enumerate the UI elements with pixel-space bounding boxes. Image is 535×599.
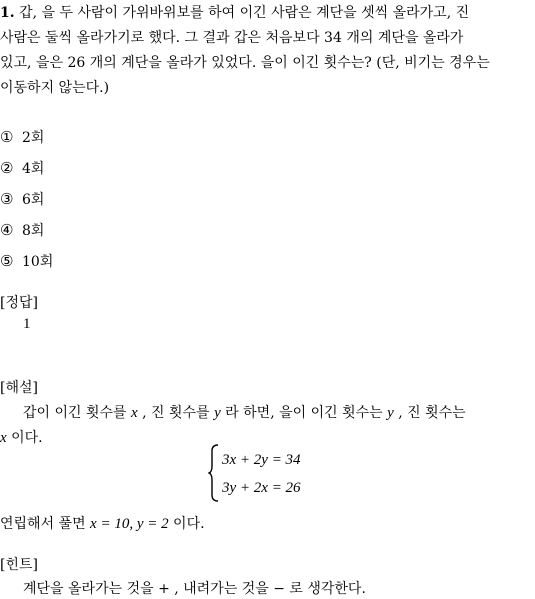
choice-marker: ② (0, 159, 14, 177)
question-line-2: 사람은 둘씩 올라가기로 했다. 그 결과 갑은 처음보다 34 개의 계단을 올라가 (0, 30, 464, 46)
solution-text: 이다. (6, 430, 43, 446)
question-line-4: 이동하지 않는다.) (0, 80, 110, 96)
solution-line-1 (23, 402, 466, 422)
solution-text: 이다. (168, 516, 205, 532)
math-var-y: y (387, 405, 394, 421)
choice-5[interactable] (0, 251, 53, 271)
question-text-1: 갑, 을 두 사람이 가위바위보를 하여 이긴 사람은 계단을 셋씩 올라가고, 진 (19, 5, 470, 21)
equation-2: 3y + 2x = 26 (222, 480, 301, 496)
choice-text: 8회 (22, 223, 45, 239)
choice-marker: ③ (0, 190, 14, 208)
math-var-x: x (131, 405, 138, 421)
solution-heading: [해설] (0, 380, 38, 396)
solution-line-2 (0, 427, 43, 447)
answer-heading: [정답] (0, 295, 38, 311)
choice-4[interactable] (0, 220, 44, 240)
choice-text: 2회 (22, 130, 45, 146)
hint-heading: [힌트] (0, 557, 38, 573)
choice-marker: ① (0, 128, 14, 146)
math-solution: x = 10, y = 2 (90, 516, 169, 532)
question-line-3: 있고, 을은 26 개의 계단을 올라가 있었다. 을이 이긴 횟수는? (단, 비기는 경우는 (0, 55, 490, 71)
solution-text: 갑이 이긴 횟수를 (23, 405, 132, 421)
solution-text: , 진 횟수는 (393, 405, 466, 421)
choice-text: 6회 (22, 192, 45, 208)
solution-conclusion (0, 513, 205, 533)
choice-2[interactable] (0, 158, 44, 178)
hint-text: 계단을 올라가는 것을 + , 내려가는 것을 − 로 생각한다. (23, 581, 366, 597)
choice-3[interactable] (0, 189, 44, 209)
solution-text: , 진 횟수를 (137, 405, 215, 421)
left-brace-icon (208, 444, 220, 502)
math-var-x: x (0, 430, 7, 446)
equation-1: 3x + 2y = 34 (222, 452, 301, 468)
equation-system (208, 444, 328, 502)
solution-text: 라 하면, 을이 이긴 횟수는 (220, 405, 388, 421)
answer-value: 1 (23, 316, 31, 332)
question-number: 1. (0, 5, 15, 21)
choice-marker: ⑤ (0, 252, 14, 270)
question-line-1 (0, 2, 469, 22)
choice-text: 10회 (22, 254, 54, 270)
solution-text: 연립해서 풀면 (0, 516, 91, 532)
choice-marker: ④ (0, 221, 14, 239)
math-var-y: y (214, 405, 221, 421)
choice-text: 4회 (22, 161, 45, 177)
choice-1[interactable] (0, 127, 44, 147)
